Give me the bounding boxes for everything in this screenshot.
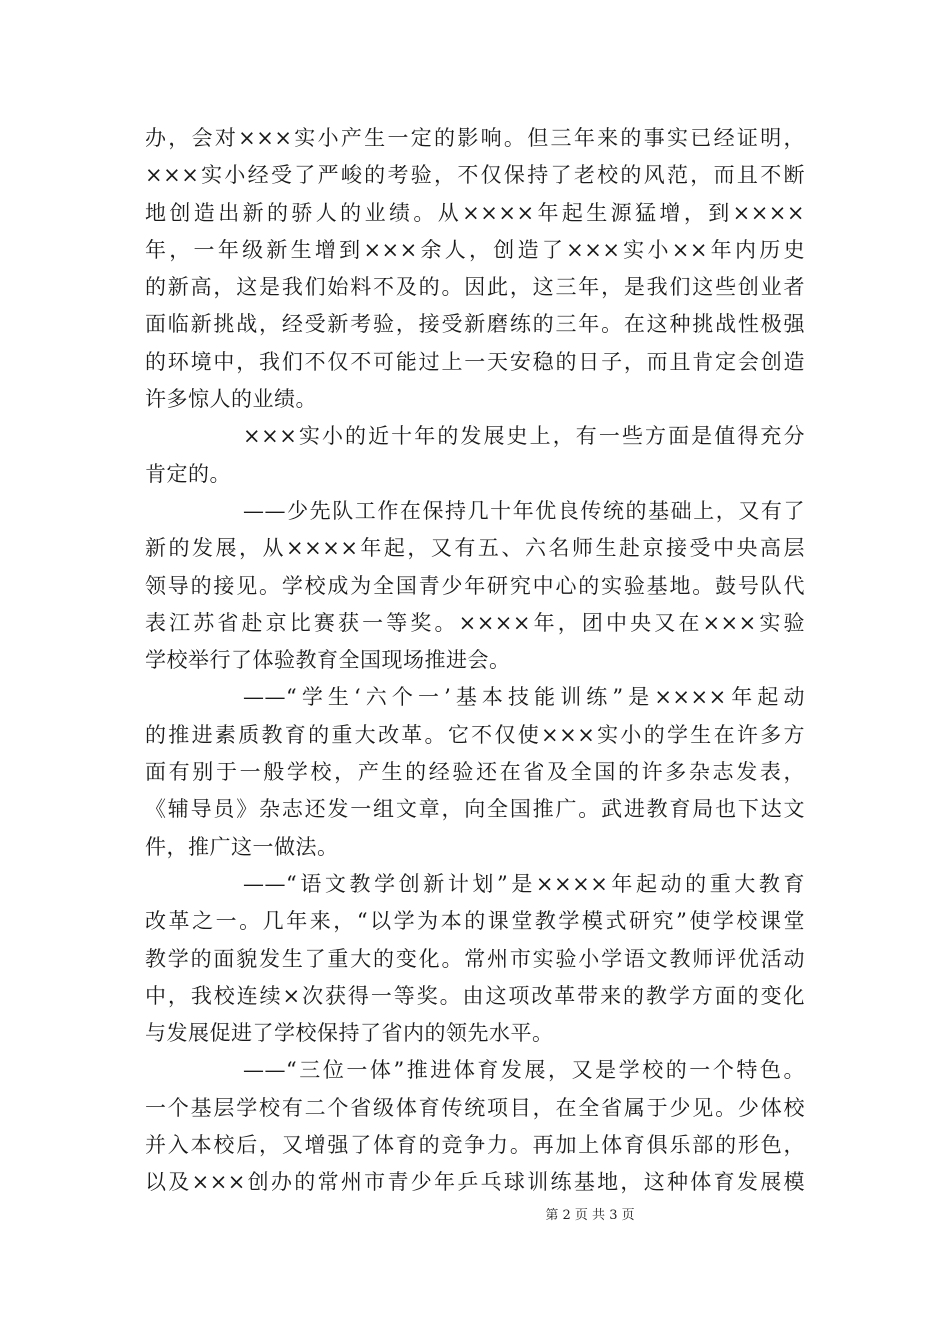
document-body bbox=[145, 120, 805, 1202]
text-line: ×××实小经受了严峻的考验，不仅保持了老校的风范，而且不断 bbox=[145, 163, 805, 188]
text-line: 的环境中，我们不仅不可能过上一天安稳的日子，而且肯定会创造 bbox=[145, 349, 805, 374]
text-line: 《辅导员》杂志还发一组文章，向全国推广。武进教育局也下达文 bbox=[145, 797, 805, 822]
text-line: 面临新挑战，经受新考验，接受新磨练的三年。在这种挑战性极强 bbox=[145, 312, 805, 337]
text-line: ×××实小的近十年的发展史上，有一些方面是值得充分 bbox=[243, 424, 805, 449]
text-line: 改革之一。几年来，“以学为本的课堂教学模式研究”使学校课堂 bbox=[145, 909, 805, 934]
text-line: 地创造出新的骄人的业绩。从××××年起生源猛增，到×××× bbox=[145, 200, 805, 225]
text-line: 件，推广这一做法。 bbox=[145, 834, 339, 859]
text-line: 年，一年级新生增到×××余人，创造了×××实小××年内历史 bbox=[145, 237, 805, 262]
text-line: 领导的接见。学校成为全国青少年研究中心的实验基地。鼓号队代 bbox=[145, 573, 805, 598]
text-line: ——“学生‘六个一’基本技能训练”是××××年起动 bbox=[243, 685, 805, 710]
text-line: 表江苏省赴京比赛获一等奖。××××年，团中央又在×××实验 bbox=[145, 610, 805, 635]
text-line: 一个基层学校有二个省级体育传统项目，在全省属于少见。少体校 bbox=[145, 1095, 805, 1120]
text-line: 的新高，这是我们始料不及的。因此，这三年，是我们这些创业者 bbox=[145, 275, 805, 300]
text-line: 办，会对×××实小产生一定的影响。但三年来的事实已经证明， bbox=[145, 126, 805, 150]
text-line: 的推进素质教育的重大改革。它不仅使×××实小的学生在许多方 bbox=[145, 722, 805, 747]
text-line: 学校举行了体验教育全国现场推进会。 bbox=[145, 648, 511, 673]
text-line: 新的发展，从××××年起，又有五、六名师生赴京接受中央高层 bbox=[145, 536, 805, 561]
page-footer: 第 2 页 共 3 页 bbox=[545, 1208, 635, 1223]
text-line: 并入本校后，又增强了体育的竞争力。再加上体育俱乐部的形色， bbox=[145, 1133, 805, 1158]
text-line: 许多惊人的业绩。 bbox=[145, 387, 317, 412]
text-line: 以及×××创办的常州市青少年乒乓球训练基地，这种体育发展模 bbox=[145, 1170, 805, 1195]
text-line: ——少先队工作在保持几十年优良传统的基础上，又有了 bbox=[243, 498, 805, 523]
text-line: 教学的面貌发生了重大的变化。常州市实验小学语文教师评优活动 bbox=[145, 946, 805, 971]
text-line: ——“语文教学创新计划”是××××年起动的重大教育 bbox=[243, 871, 805, 896]
text-line: 与发展促进了学校保持了省内的领先水平。 bbox=[145, 1021, 554, 1046]
text-line: 中，我校连续×次获得一等奖。由这项改革带来的教学方面的变化 bbox=[145, 983, 805, 1008]
text-line: ——“三位一体”推进体育发展，又是学校的一个特色。 bbox=[243, 1058, 805, 1083]
text-line: 肯定的。 bbox=[145, 461, 231, 486]
text-line: 面有别于一般学校，产生的经验还在省及全国的许多杂志发表， bbox=[145, 760, 805, 785]
